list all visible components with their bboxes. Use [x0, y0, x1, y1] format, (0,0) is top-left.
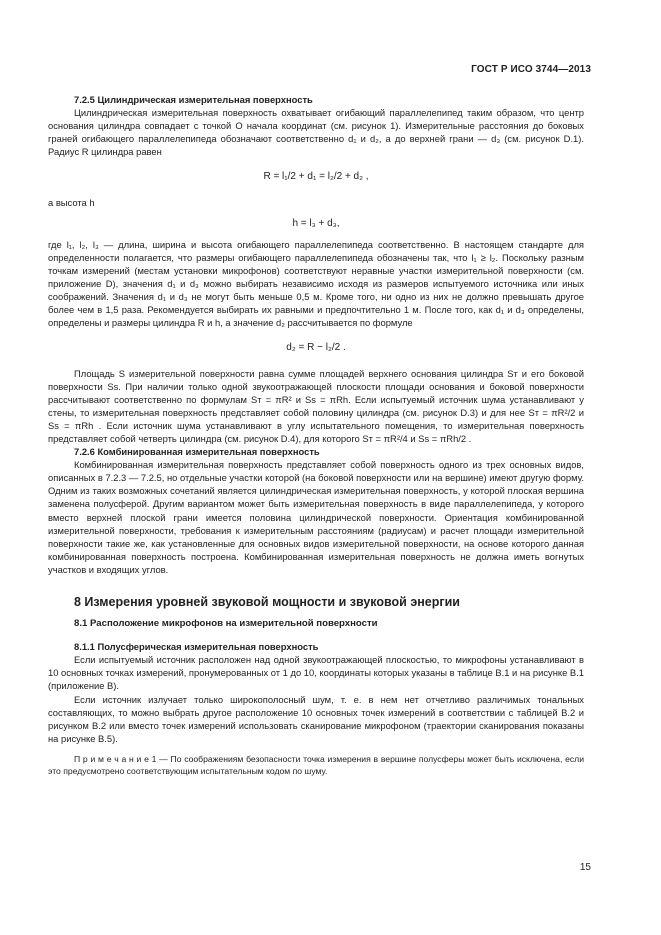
section-7-2-5-paragraph-3: Площадь S измерительной поверхности равна сумме площадей верхнего основания цилиндра Sᴛ и его боковой поверхности Sѕ. При наличии только одной звукоотражающей плоскости площади основания и боковой поверхности рассчитывают соответственно по формулам Sᴛ = πR² и Sѕ = πRh. Если испытуемый источник шума устанавливают у стены, то измерительная поверхность представляет собой половину цилиндра (см. рисунок D.3) и для нее Sᴛ = πR²/2 и Sѕ = πRh . Если источник шума устанавливают в углу испытательного помещения, то измерительная поверхность представляет собой четверть цилиндра (см. рисунок D.4), для которого Sᴛ = πR²/4 и Sѕ = πRh/2 .: [48, 367, 584, 444]
radius-formula: R = l₁/2 + d₁ = l₂/2 + d₂ ,: [263, 171, 369, 183]
page-content: [48, 93, 584, 786]
d2-formula: d₂ = R − l₂/2 .: [286, 342, 346, 354]
section-8-1-1-paragraph-2: Если источник излучает только широкополосный шум, т. е. в нем нет отчетливо различимых тональных составляющих, то можно выбрать другое расположение 10 основных точек измерений в соответствии с таблицей В.2 и рисунком В.2 или вместо точек измерений использовать сканирование микрофоном (траектории сканирования показаны на рисунке В.5).: [48, 693, 584, 744]
section-8-1-1-title: 8.1.1 Полусферическая измерительная поверхность: [74, 641, 319, 653]
section-8-1-title: 8.1 Расположение микрофонов на измерительной поверхности: [74, 618, 378, 630]
section-7-2-5-title: 7.2.5 Цилиндрическая измерительная поверхность: [74, 94, 313, 105]
height-label: а высота h: [48, 196, 95, 208]
page-number: 15: [579, 862, 591, 873]
height-formula: h = l₃ + d₃,: [292, 217, 340, 229]
section-7-2-5-paragraph-1: Цилиндрическая измерительная поверхность охватывает огибающий параллелепипед таким образом, что центр основания цилиндра совпадает с точкой O начала координат (см. рисунок 1). Измерительные расстояния до боковых граней огибающего параллелепипеда обозначают соответственно d₁ и d₂, а до верхней грани — d₃ (см. рисунок D.1). Радиус R цилиндра равен: [48, 107, 584, 158]
section-7-2-6-title: 7.2.6 Комбинированная измерительная поверхность: [74, 446, 320, 458]
section-7-2-6-paragraph: Комбинированная измерительная поверхность представляет собой поверхность одного из трех основных видов, описанных в 7.2.3 — 7.2.5, но отдельные участки которой (на боковой поверхности или на вершине) имеют другую форму. Одним из таких возможных сочетаний является цилиндрическая измерительная поверхность, у которой плоская вершина заменена полусферой. Другим вариантом может быть измерительная поверхность в виде параллелепипеда, у которого вместо верхней плоской грани имеется половина цилиндрической поверхности. Ориентация комбинированной измерительной поверхности, требования к измерительным расстояниям (радиусам) и расчет площади измерительной поверхности такие же, как установленные для основных видов измерительной поверхности, на основе которого данная комбинированная поверхность построена. Комбинированная измерительная поверхность не должна иметь вогнутых участков и входящих углов.: [48, 459, 584, 575]
note-1: П р и м е ч а н и е 1 — По соображениям безопасности точка измерения в вершине полусферы может быть исключена, если это предусмотрено соответствующим испытательным кодом по шуму.: [48, 753, 584, 776]
standard-header: ГОСТ Р ИСО 3744—2013: [471, 64, 591, 75]
section-7-2-5-paragraph-2: где l₁, l₂, l₃ — длина, ширина и высота огибающего параллелепипеда соответственно. В настоящем стандарте для определенности полагается, что размеры огибающего параллелепипеда обозначены так, что l₁ ≥ l₂. Поскольку разным точкам измерений (местам установки микрофонов) соответствуют неравные участки измерительной поверхности (см. приложение D), значения d₁ и d₃ можно выбирать независимо исходя из размеров испытуемого источника или иных соображений. Значения d₁ и d₃ не могут быть меньше 0,5 м. Кроме того, ни одно из них не должно превышать другое более чем в 1,5 раза. Рекомендуется выбирать их равными и предпочтительно 1 м. После того, как d₁ и d₃ определены, определены и размеры цилиндра R и h, а значение d₂ рассчитывается по формуле: [48, 238, 584, 329]
section-8-title: 8 Измерения уровней звуковой мощности и звуковой энергии: [74, 595, 460, 609]
section-8-1-1-paragraph-1: Если испытуемый источник расположен над одной звукоотражающей плоскостью, то микрофоны устанавливают в 10 основных точках измерений, пронумерованных от 1 до 10, координаты которых указаны в таблице В.1 и на рисунке В.1 (приложение В).: [48, 654, 584, 692]
